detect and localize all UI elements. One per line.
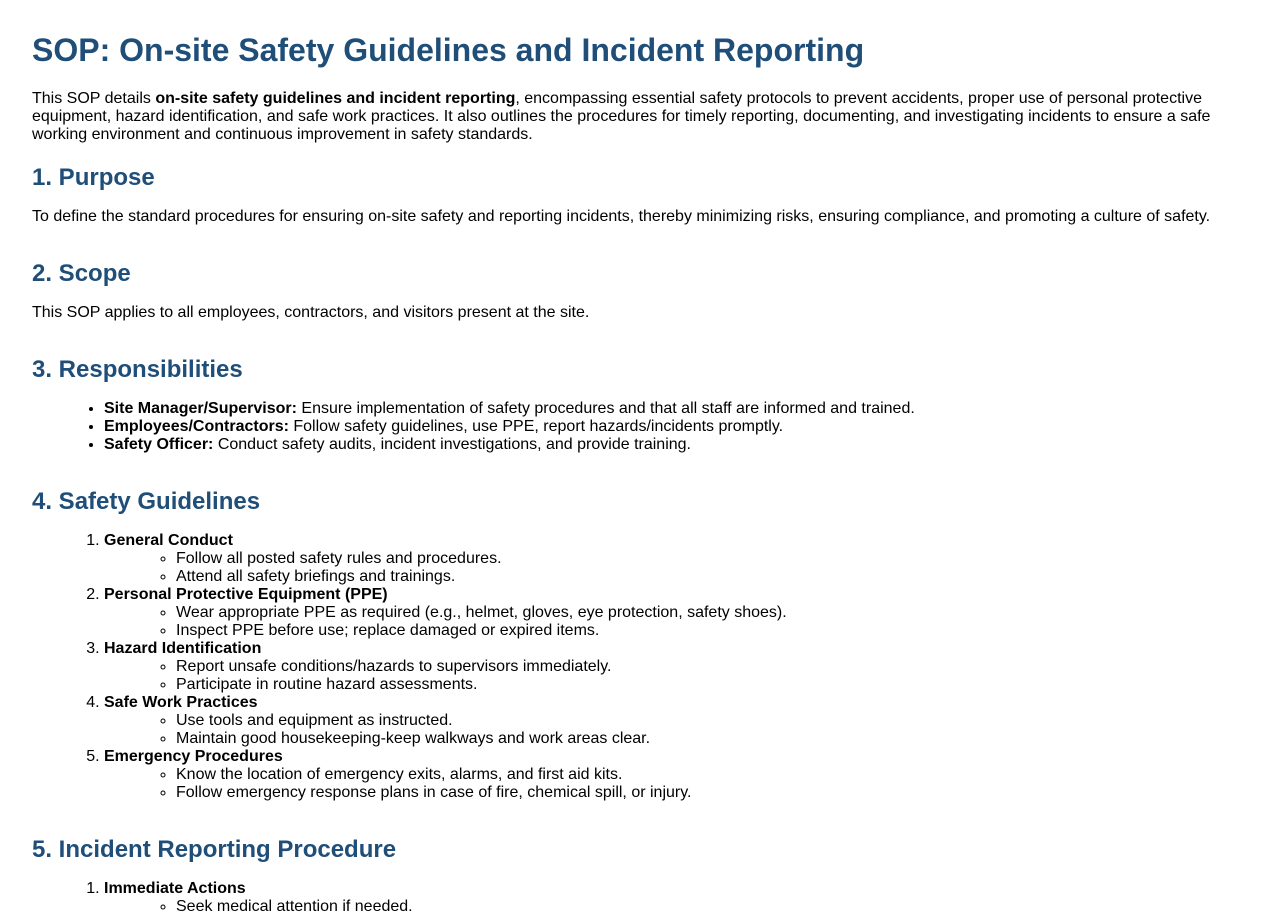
role-text: Ensure implementation of safety procedures and that all staff are informed and trained. [296,400,915,417]
sub-list [104,898,1232,916]
role-text: Follow safety guidelines, use PPE, report hazards/incidents promptly. [288,418,784,435]
document-content [32,0,1232,916]
sub-list [104,712,1232,748]
sub-item: ◦ Wear appropriate PPE as required (e.g., helmet, gloves, eye protection, safety shoes). [176,604,1232,622]
list-item [104,400,1232,418]
sub-list [104,604,1232,640]
role-label: Safety Officer: [104,436,214,453]
sub-item: ◦ Attend all safety briefings and trainings. [176,568,1232,586]
scope-text: This SOP applies to all employees, contractors, and visitors present at the site. [32,304,590,321]
sub-item: ◦ Inspect PPE before use; replace damaged or expired items. [176,622,1232,640]
sub-list [104,658,1232,694]
sub-item: ◦ Know the location of emergency exits, alarms, and first aid kits. [176,766,1232,784]
guideline-title: Hazard Identification [104,640,262,657]
sub-list [104,766,1232,802]
intro-paragraph [32,90,1232,144]
guideline-title: Personal Protective Equipment (PPE) [104,586,388,603]
sub-item: ◦ Participate in routine hazard assessments. [176,676,1232,694]
guideline-title: General Conduct [104,532,233,549]
responsibilities-heading: 3. Responsibilities [32,356,243,383]
list-item [104,418,1232,436]
safety-guidelines-heading: 4. Safety Guidelines [32,488,261,515]
incident-reporting-list [32,880,1232,916]
intro-prefix: This SOP details [32,90,156,107]
page-title: SOP: On-site Safety Guidelines and Incident Reporting [32,32,865,68]
scope-heading: 2. Scope [32,260,131,287]
responsibilities-list [32,400,1232,454]
sub-list [104,550,1232,586]
sub-item: ◦ Follow emergency response plans in case of fire, chemical spill, or injury. [176,784,1232,802]
sub-item: ◦ Maintain good housekeeping-keep walkways and work areas clear. [176,730,1232,748]
sub-item: ◦ Use tools and equipment as instructed. [176,712,1232,730]
purpose-heading: 1. Purpose [32,164,155,191]
safety-guidelines-list [32,532,1232,802]
intro-bold: on-site safety guidelines and incident reporting [155,90,516,107]
guideline-title: Emergency Procedures [104,748,283,765]
role-label: Employees/Contractors: [104,418,289,435]
role-label: Site Manager/Supervisor: [104,400,297,417]
sub-item: ◦ Seek medical attention if needed. [176,898,1232,916]
purpose-text: To define the standard procedures for ensuring on-site safety and reporting incidents, thereby minimizing risks, ensuring compliance, and promoting a culture of safety. [32,208,1211,225]
guideline-title: Safe Work Practices [104,694,258,711]
list-item [104,640,1232,694]
list-item [104,532,1232,586]
list-item [104,694,1232,748]
list-item [104,436,1232,454]
intro-suffix: , encompassing essential safety protocols to prevent accidents, proper use of personal protective equipment, hazard identification, and safe work practices. It also outlines the procedures for timely reporting, documenting, and investigating incidents to ensure a safe working environment and continuous improvement in safety standards. [32,90,1211,143]
list-item [104,748,1232,802]
list-item [104,880,1232,916]
sub-item: ◦ Follow all posted safety rules and procedures. [176,550,1232,568]
incident-step-title: Immediate Actions [104,880,246,897]
incident-reporting-heading: 5. Incident Reporting Procedure [32,836,397,863]
list-item [104,586,1232,640]
sub-item: ◦ Report unsafe conditions/hazards to supervisors immediately. [176,658,1232,676]
role-text: Conduct safety audits, incident investigations, and provide training. [213,436,691,453]
